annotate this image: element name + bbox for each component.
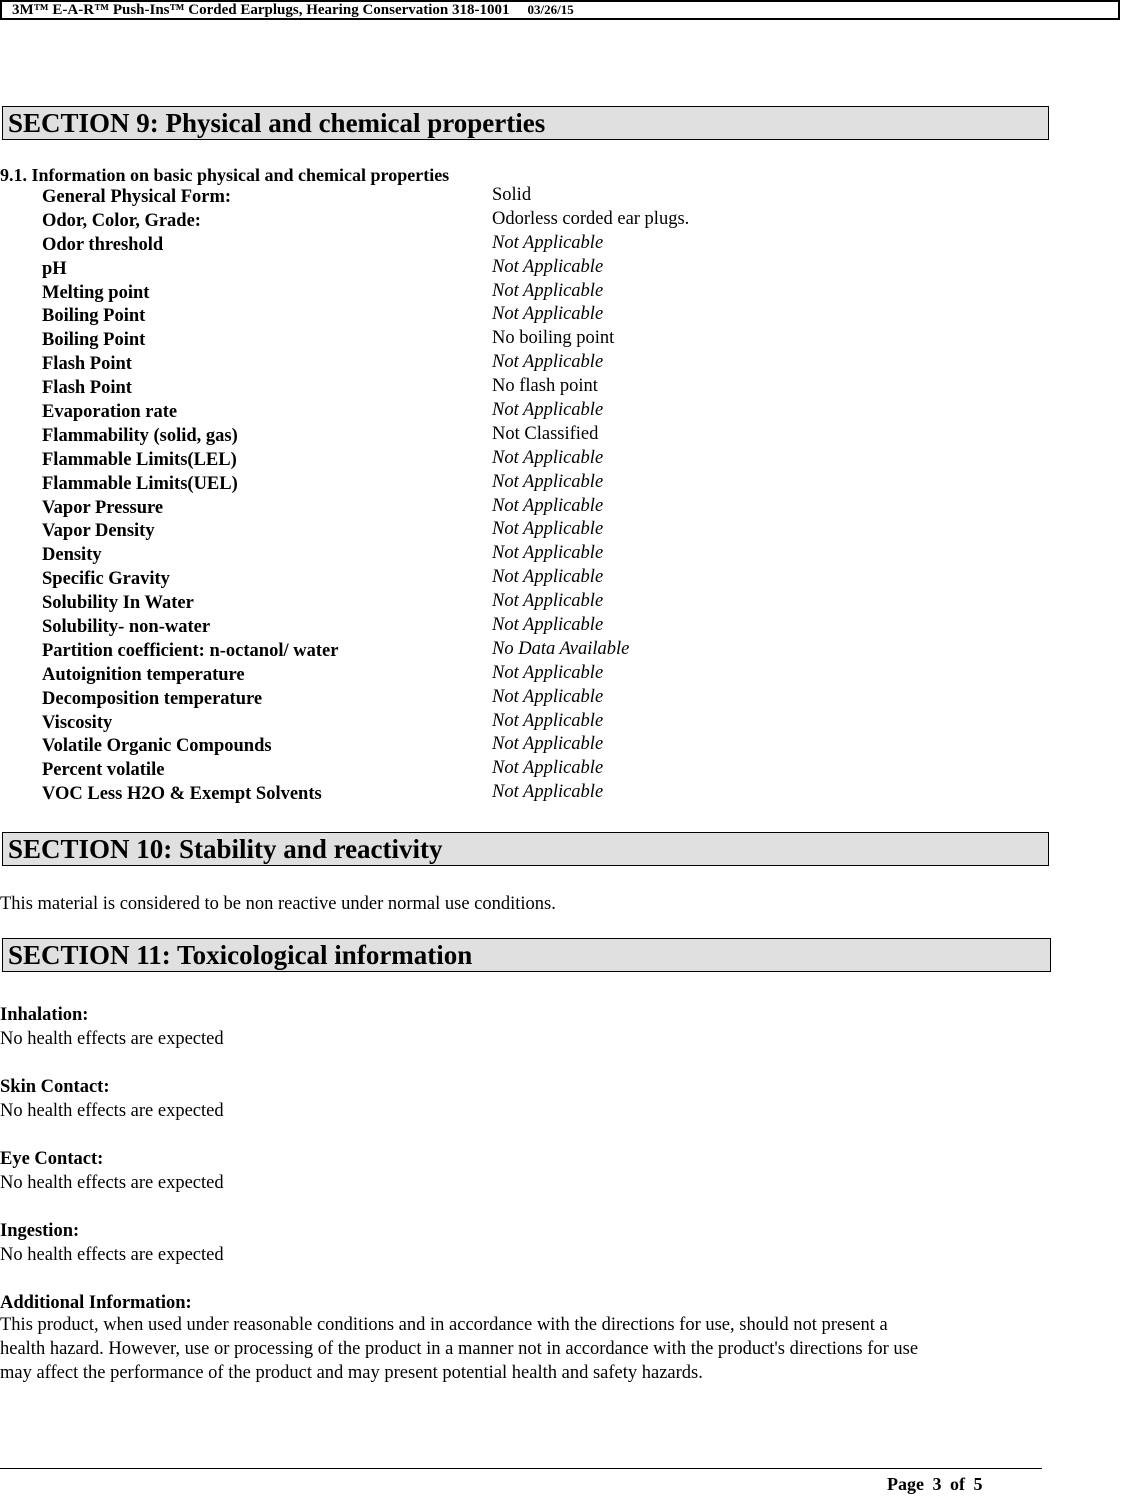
properties-table: [42, 186, 1042, 807]
property-row: [42, 520, 1042, 544]
property-row: [42, 377, 1042, 401]
property-label: Flammable Limits(LEL): [42, 449, 237, 470]
property-value: Solid: [492, 185, 532, 205]
property-row: [42, 783, 1042, 807]
property-label: Odor, Color, Grade:: [42, 210, 201, 231]
property-row: [42, 473, 1042, 497]
page-label: Page: [887, 1474, 924, 1494]
additional-info-label: Additional Information:: [0, 1293, 192, 1313]
property-label: Melting point: [42, 282, 150, 303]
property-value: Not Applicable: [492, 519, 604, 540]
property-value: Not Applicable: [492, 471, 604, 492]
property-value: Not Applicable: [492, 758, 604, 779]
page-of-label: of: [949, 1474, 965, 1494]
property-row: [42, 401, 1042, 425]
property-value: No boiling point: [492, 328, 615, 349]
property-label: Partition coefficient: n-octanol/ water: [42, 640, 339, 661]
document-title: 3M™ E-A-R™ Push-Ins™ Corded Earplugs, Hearing Conservation 318-1001: [12, 2, 510, 18]
inhalation-text: No health effects are expected: [0, 1029, 224, 1049]
property-value: No flash point: [492, 376, 598, 397]
footer-divider: [0, 1468, 1042, 1469]
property-value: Not Applicable: [492, 782, 604, 803]
property-row: [42, 735, 1042, 759]
property-row: [42, 497, 1042, 521]
property-value: Odorless corded ear plugs.: [492, 208, 690, 229]
property-row: [42, 186, 1042, 210]
section-10-text: This material is considered to be non reactive under normal use conditions.: [0, 894, 556, 914]
property-value: No Data Available: [492, 638, 630, 659]
property-value: Not Applicable: [492, 710, 604, 731]
property-row: [42, 258, 1042, 282]
property-value: Not Applicable: [492, 280, 604, 301]
property-value: Not Applicable: [492, 615, 604, 636]
property-row: [42, 759, 1042, 783]
property-value: Not Applicable: [492, 232, 604, 253]
section-10-title: SECTION 10: Stability and reactivity: [2, 832, 1049, 866]
additional-info-line: may affect the performance of the product and may present potential health and safety hazards.: [0, 1363, 703, 1383]
section-9-1-heading: 9.1. Information on basic physical and chemical properties: [0, 165, 450, 185]
property-label: Solubility In Water: [42, 593, 194, 614]
property-label: Specific Gravity: [42, 569, 170, 590]
eye-contact-text: No health effects are expected: [0, 1173, 224, 1193]
page-number: 3: [932, 1474, 942, 1494]
property-label: Odor threshold: [42, 234, 164, 255]
additional-info-line: This product, when used under reasonable conditions and in accordance with the directions for use, should not present a: [0, 1315, 888, 1335]
property-value: Not Applicable: [492, 662, 604, 683]
property-label: Solubility- non-water: [42, 617, 211, 638]
property-value: Not Applicable: [492, 400, 604, 421]
additional-info-line: health hazard. However, use or processing of the product in a manner not in accordance with the product's directions for use: [0, 1339, 919, 1359]
document-date: 03/26/15: [527, 2, 574, 17]
property-label: Autoignition temperature: [42, 664, 245, 685]
property-label: Flammability (solid, gas): [42, 425, 238, 446]
eye-contact-label: Eye Contact:: [0, 1149, 104, 1169]
property-value: Not Applicable: [492, 543, 604, 564]
property-label: Boiling Point: [42, 330, 146, 351]
property-row: [42, 568, 1042, 592]
property-row: [42, 592, 1042, 616]
property-value: Not Applicable: [492, 591, 604, 612]
skin-contact-text: No health effects are expected: [0, 1101, 224, 1121]
property-row: [42, 305, 1042, 329]
property-label: Viscosity: [42, 712, 113, 733]
property-row: [42, 664, 1042, 688]
property-row: [42, 425, 1042, 449]
property-value: Not Applicable: [492, 734, 604, 755]
property-row: [42, 282, 1042, 306]
ingestion-label: Ingestion:: [0, 1221, 80, 1241]
property-row: [42, 544, 1042, 568]
property-label: Vapor Pressure: [42, 497, 164, 518]
property-row: [42, 640, 1042, 664]
property-row: [42, 210, 1042, 234]
page-total: 5: [973, 1474, 983, 1494]
property-label: General Physical Form:: [42, 187, 232, 207]
document-header: [0, 0, 1120, 20]
property-label: VOC Less H2O & Exempt Solvents: [42, 784, 322, 805]
ingestion-text: No health effects are expected: [0, 1245, 224, 1265]
property-value: Not Applicable: [492, 256, 604, 277]
property-label: pH: [42, 258, 67, 279]
property-row: [42, 616, 1042, 640]
property-label: Boiling Point: [42, 306, 146, 327]
property-value: Not Applicable: [492, 447, 604, 468]
property-row: [42, 712, 1042, 736]
inhalation-label: Inhalation:: [0, 1005, 89, 1025]
property-row: [42, 353, 1042, 377]
property-label: Flash Point: [42, 354, 132, 375]
property-row: [42, 688, 1042, 712]
property-label: Percent volatile: [42, 760, 165, 781]
property-label: Decomposition temperature: [42, 688, 263, 709]
section-9-title: SECTION 9: Physical and chemical properties: [2, 106, 1049, 140]
property-label: Flammable Limits(UEL): [42, 473, 238, 494]
property-value: Not Applicable: [492, 567, 604, 588]
property-value: Not Applicable: [492, 304, 604, 325]
property-label: Vapor Density: [42, 521, 155, 542]
page-indicator: [887, 1474, 982, 1494]
property-row: [42, 234, 1042, 258]
property-value: Not Applicable: [492, 495, 604, 516]
property-row: [42, 449, 1042, 473]
property-label: Volatile Organic Compounds: [42, 736, 272, 757]
property-label: Flash Point: [42, 378, 132, 399]
property-value: Not Applicable: [492, 686, 604, 707]
property-label: Evaporation rate: [42, 402, 178, 423]
property-value: Not Applicable: [492, 352, 604, 373]
property-value: Not Classified: [492, 423, 599, 444]
skin-contact-label: Skin Contact:: [0, 1077, 110, 1097]
property-label: Density: [42, 545, 102, 566]
property-row: [42, 329, 1042, 353]
section-11-title: SECTION 11: Toxicological information: [2, 938, 1051, 972]
